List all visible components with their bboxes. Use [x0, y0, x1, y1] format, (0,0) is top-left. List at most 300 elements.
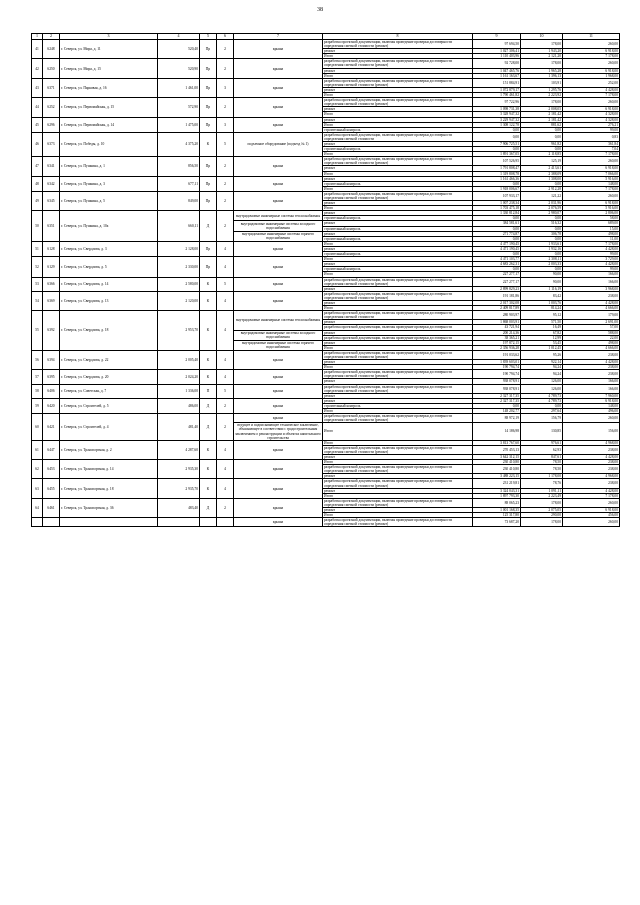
work-stage: ремонт: [323, 320, 473, 325]
unit-cost-value: 1 965,28: [521, 68, 563, 73]
limit-cost-value: 4 428,00: [563, 488, 620, 493]
work-stage: Итого: [323, 241, 473, 246]
wall-material: Пр: [200, 117, 217, 132]
floor-count: 2: [217, 176, 234, 191]
cost-value: 38 365,21: [473, 335, 521, 340]
house-area: 1 475,00: [158, 117, 200, 132]
limit-cost-value: 7 178,00: [563, 493, 620, 498]
cost-value: 227 277,17: [473, 272, 521, 277]
limit-cost-value: 4 328,00: [563, 112, 620, 117]
work-type: крыша: [234, 398, 323, 413]
limit-cost-value: 99,00: [563, 127, 620, 132]
header-cell: 9: [473, 34, 521, 40]
floor-count: 2: [217, 414, 234, 441]
table-row: [32, 350, 620, 359]
cost-value: 1 703 475,18: [473, 206, 521, 211]
unit-cost-value: 94,24: [521, 365, 563, 370]
house-id: 6447: [43, 440, 60, 459]
house-address: г. Северск, ул. Парковая, д. 16: [60, 78, 158, 97]
limit-cost-value: 4 428,00: [563, 300, 620, 305]
cost-value: 14 186,98: [473, 423, 521, 440]
table-row: [32, 384, 620, 393]
house-address: г. Северск, ул. Строителей, д. 5: [60, 398, 158, 413]
unit-cost-value: 121,22: [521, 191, 563, 200]
work-stage: разработка проектной документации, включая проведение проверки достоверности определения сметной стоимости (ремонт): [323, 479, 473, 488]
work-stage: ремонт: [323, 246, 473, 251]
unit-cost-value: 961,82: [521, 141, 563, 146]
row-number: 57: [32, 370, 43, 384]
work-stage: разработка проектной документации, включая проведение проверки достоверности определения сметной стоимости (ремонт): [323, 445, 473, 454]
floor-count: 4: [217, 440, 234, 459]
unit-cost-value: 4 789,73: [521, 398, 563, 403]
unit-cost-value: 2 121,20: [521, 54, 563, 59]
work-stage: разработка проектной документации, включая проведение проверки достоверности определения сметной стоимости (ремонт): [323, 78, 473, 87]
limit-cost-value: 156,00: [563, 423, 620, 440]
table-row: [32, 191, 620, 200]
house-id: 6252: [43, 98, 60, 117]
cost-value: 3 813 767,60: [473, 440, 521, 445]
wall-material: Пр: [200, 157, 217, 176]
cost-value: 2 327 317,35: [473, 398, 521, 403]
work-stage: ремонт: [323, 398, 473, 403]
floor-count: 4: [217, 241, 234, 256]
house-area: 481,40: [158, 414, 200, 441]
house-address: г. Северск, ул. Свердлова, д. 3: [60, 241, 158, 256]
table-row: [32, 414, 620, 423]
work-type: крыша: [234, 479, 323, 498]
house-area: 2 005,40: [158, 350, 200, 369]
row-number: 58: [32, 384, 43, 398]
row-number: 45: [32, 117, 43, 132]
floor-count: 4: [217, 479, 234, 498]
header-cell: 1: [32, 34, 43, 40]
house-area: 4 287,60: [158, 440, 200, 459]
work-type: внутридомовые инженерные системы горячего водоснабжения: [234, 231, 323, 241]
work-stage: разработка проектной документации, включая проведение проверки достоверности: [323, 335, 473, 340]
limit-cost-value: 496,00: [563, 409, 620, 414]
cost-value: 43 721,94: [473, 325, 521, 330]
header-cell: 4: [158, 34, 200, 40]
header-cell: 6: [217, 34, 234, 40]
work-stage: строительный контроль: [323, 252, 473, 257]
cost-value: 0,00: [473, 216, 521, 221]
cost-value: 7 906 725,51: [473, 141, 521, 146]
table-row: [32, 498, 620, 507]
limit-cost-value: 4 968,00: [563, 474, 620, 479]
floor-count: 2: [217, 398, 234, 413]
cost-value: 0,00: [473, 127, 521, 132]
cost-value: 200 214,36: [473, 330, 521, 335]
house-area: 2 935,70: [158, 479, 200, 498]
work-type: подъемное оборудование (подъезд № 1): [234, 132, 323, 156]
cost-value: 1 110 403,96: [473, 54, 521, 59]
house-area: 4 375,20: [158, 132, 200, 156]
house-area: 2 935,30: [158, 460, 200, 479]
unit-cost-value: 0,00: [521, 127, 563, 132]
unit-cost-value: 0,00: [521, 226, 563, 231]
limit-cost-value: 166,00: [563, 379, 620, 384]
work-stage: ремонт: [323, 488, 473, 493]
limit-cost-value: 4 328,00: [563, 117, 620, 122]
work-type: крыша: [234, 59, 323, 78]
work-type: крыша: [234, 117, 323, 132]
house-address: [60, 518, 158, 527]
work-stage: ремонт: [323, 231, 473, 236]
cost-value: 938 078,91: [473, 379, 521, 384]
unit-cost-value: 2 223,49: [521, 493, 563, 498]
house-address: г. Северск, ул. Транспортная, д. 18: [60, 479, 158, 498]
unit-cost-value: 571,50: [521, 320, 563, 325]
limit-cost-value: 456,00: [563, 513, 620, 518]
cost-value: 227 277,17: [473, 277, 521, 286]
work-stage: строительный контроль: [323, 216, 473, 221]
work-stage: ремонт: [323, 166, 473, 171]
cost-value: 3 328 947,32: [473, 112, 521, 117]
work-type: крыша: [234, 78, 323, 97]
house-address: г. Северск, ул. Свердлова, д. 18: [60, 311, 158, 351]
unit-cost-value: 1 116,19: [521, 286, 563, 291]
limit-cost-value: 4 428,00: [563, 262, 620, 267]
unit-cost-value: 922,14: [521, 360, 563, 365]
cost-value: 0,00: [473, 267, 521, 272]
cost-value: 1 891 367,05: [473, 152, 521, 157]
unit-cost-value: 78,50: [521, 460, 563, 465]
limit-cost-value: 498,00: [563, 231, 620, 236]
work-stage: строительный контроль: [323, 236, 473, 241]
house-address: г. Северск, ул. Транспортная, д. 14: [60, 460, 158, 479]
cost-value: 4 471 190,45: [473, 246, 521, 251]
work-stage: строительный контроль: [323, 403, 473, 408]
work-stage: разработка проектной документации, включая проведение проверки достоверности определения сметной стоимости (ремонт): [323, 518, 473, 527]
cost-value: 3 642 312,15: [473, 454, 521, 459]
limit-cost-value: 7 178,00: [563, 241, 620, 246]
limit-cost-value: 5 916,00: [563, 176, 620, 181]
unit-cost-value: 1 943,20: [521, 49, 563, 54]
work-stage: разработка проектной документации, включая проведение проверки достоверности определения сметной стоимости: [323, 132, 473, 141]
row-number: 47: [32, 157, 43, 176]
row-number: 44: [32, 98, 43, 117]
table-row: [32, 277, 620, 286]
unit-cost-value: 2 388,09: [521, 171, 563, 176]
floor-count: 4: [217, 311, 234, 351]
house-id: 6420: [43, 398, 60, 413]
house-area: 486,00: [158, 398, 200, 413]
work-stage: разработка проектной документации, включая проведение проверки достоверности: [323, 325, 473, 330]
wall-material: Д: [200, 211, 217, 242]
unit-cost-value: 976,61: [521, 440, 563, 445]
house-area: 520,40: [158, 40, 200, 59]
wall-material: К: [200, 132, 217, 156]
wall-material: К: [200, 370, 217, 384]
work-stage: Итого: [323, 423, 473, 440]
unit-cost-value: 12,99: [521, 335, 563, 340]
work-stage: строительный контроль: [323, 181, 473, 186]
work-stage: Итого: [323, 171, 473, 176]
work-stage: разработка проектной документации, включая проведение проверки достоверности определения сметной стоимости (ремонт): [323, 291, 473, 300]
row-number: 41: [32, 40, 43, 59]
limit-cost-value: 260,00: [563, 414, 620, 423]
unit-cost-value: 83,42: [521, 291, 563, 300]
house-address: г. Северск, ул. Победы, д. 10: [60, 132, 158, 156]
house-address: г. Северск, ул. Транспортная, д. 2: [60, 440, 158, 459]
limit-cost-value: 3 729,00: [563, 257, 620, 262]
limit-cost-value: 260,00: [563, 59, 620, 68]
limit-cost-value: 6 918,00: [563, 107, 620, 112]
unit-cost-value: 16,49: [521, 325, 563, 330]
unit-cost-value: 178,00: [521, 40, 563, 49]
house-id: 6248: [43, 40, 60, 59]
wall-material: П: [200, 384, 217, 398]
limit-cost-value: 99,00: [563, 267, 620, 272]
table-row: [32, 311, 620, 320]
limit-cost-value: 7 066,00: [563, 171, 620, 176]
unit-cost-value: 130,85: [521, 423, 563, 440]
work-stage: Итого: [323, 257, 473, 262]
work-type: внутридомовые инженерные системы теплоснабжения: [234, 211, 323, 221]
unit-cost-value: 0,00: [521, 403, 563, 408]
unit-cost-value: 0,00: [521, 216, 563, 221]
unit-cost-value: 2 308,11: [521, 257, 563, 262]
work-type: крыша: [234, 350, 323, 369]
cost-value: 230 410,80: [473, 465, 521, 474]
limit-cost-value: 7 960,00: [563, 393, 620, 398]
work-stage: Итого: [323, 345, 473, 350]
work-type: крыша: [234, 498, 323, 517]
unit-cost-value: 0,00: [521, 236, 563, 241]
cost-value: 107 933,17: [473, 191, 521, 200]
work-stage: Итого: [323, 122, 473, 127]
work-stage: разработка проектной документации, включая проведение проверки достоверности определения сметной стоимости (ремонт): [323, 350, 473, 359]
limit-cost-value: 276,21: [563, 122, 620, 127]
limit-cost-value: 498,00: [563, 340, 620, 345]
floor-count: 3: [217, 117, 234, 132]
work-type: крыша: [234, 176, 323, 191]
row-number: 60: [32, 414, 43, 441]
work-stage: разработка проектной документации, включая проведение проверки достоверности определения сметной стоимости (ремонт): [323, 98, 473, 107]
wall-material: Пр: [200, 191, 217, 210]
unit-cost-value: 156,79: [521, 414, 563, 423]
cost-value: 270 453,13: [473, 445, 521, 454]
house-address: г. Северск, ул. Пушкина, д. 1: [60, 157, 158, 176]
header-cell: 7: [234, 34, 323, 40]
row-number: 51: [32, 241, 43, 256]
cost-value: 190 794,74: [473, 365, 521, 370]
work-stage: Итого: [323, 152, 473, 157]
work-stage: ремонт: [323, 474, 473, 479]
house-area: 849,00: [158, 191, 200, 210]
unit-cost-value: 1 178,00: [521, 474, 563, 479]
header-cell: 5: [200, 34, 217, 40]
unit-cost-value: 178,00: [521, 59, 563, 68]
unit-cost-value: 0,00: [521, 147, 563, 152]
cost-value: 1 791 808,47: [473, 166, 521, 171]
house-address: г. Северск, ул. Первомайская, д. 15: [60, 98, 158, 117]
row-number: 62: [32, 460, 43, 479]
limit-cost-value: 6 918,00: [563, 508, 620, 513]
work-stage: Итого: [323, 306, 473, 311]
house-area: 520,90: [158, 59, 200, 78]
work-type: крыша: [234, 241, 323, 256]
cost-value: 231 219,81: [473, 479, 521, 488]
unit-cost-value: 95,12: [521, 311, 563, 320]
cost-value: 230 410,80: [473, 460, 521, 465]
unit-cost-value: 2 223,92: [521, 93, 563, 98]
unit-cost-value: 2 075,05: [521, 508, 563, 513]
cost-value: 148 202,77: [473, 409, 521, 414]
cost-value: 2 899 829,23: [473, 286, 521, 291]
cost-value: 2 327 317,35: [473, 393, 521, 398]
unit-cost-value: 125,19: [521, 157, 563, 166]
row-number: 49: [32, 191, 43, 210]
house-address: г. Северск, ул. Первомайская, д. 14: [60, 117, 158, 132]
wall-material: Пр: [200, 78, 217, 97]
table-row: [32, 78, 620, 87]
house-id: 6406: [43, 384, 60, 398]
cost-value: 88 972,19: [473, 414, 521, 423]
work-stage: ремонт: [323, 201, 473, 206]
cost-value: 280 903,97: [473, 311, 521, 320]
unit-cost-value: 290,00: [521, 513, 563, 518]
cost-value: 191 033,62: [473, 350, 521, 359]
limit-cost-value: 238,00: [563, 365, 620, 370]
house-area: 660,11: [158, 211, 200, 242]
limit-cost-value: 4 428,00: [563, 87, 620, 92]
house-address: г. Северск, ул. Свердлова, д. 14: [60, 277, 158, 291]
work-type: крыша: [234, 291, 323, 310]
work-stage: строительный контроль: [323, 267, 473, 272]
work-stage: разработка проектной документации, включая проведение проверки достоверности определения сметной стоимости (ремонт): [323, 277, 473, 286]
repair-register-table: [31, 33, 620, 527]
header-cell: 3: [60, 34, 158, 40]
floor-count: 3: [217, 78, 234, 97]
limit-cost-value: 260,00: [563, 98, 620, 107]
house-id: 6394: [43, 350, 60, 369]
cost-value: 1 319 808,78: [473, 171, 521, 176]
limit-cost-value: 0,83: [563, 132, 620, 141]
floor-count: [217, 518, 234, 527]
cost-value: 0,00: [473, 252, 521, 257]
house-address: г. Северск, ул. Строителей, д. 4: [60, 414, 158, 441]
cost-value: 1 098 731,38: [473, 107, 521, 112]
limit-cost-value: 7 178,00: [563, 186, 620, 191]
unit-cost-value: 2 912,28: [521, 186, 563, 191]
house-address: г. Северск, ул. Свердлова, д. 13: [60, 291, 158, 310]
cost-value: 4 477 190,45: [473, 241, 521, 246]
house-address: г. Северск, ул. Пушкина, д. 5: [60, 191, 158, 210]
limit-cost-value: 7 178,00: [563, 93, 620, 98]
cost-value: 1 007 238,34: [473, 201, 521, 206]
house-id: 6371: [43, 78, 60, 97]
house-address: г. Северск, ул. Свердлова, д. 5: [60, 257, 158, 277]
limit-cost-value: 11,00: [563, 236, 620, 241]
cost-value: 3 488 223,15: [473, 474, 521, 479]
cost-value: 1 839 603,01: [473, 360, 521, 365]
work-stage: ремонт: [323, 330, 473, 335]
cost-value: 73 687,20: [473, 518, 521, 527]
house-address: г. Северск, ул. Транспортная, д. 36: [60, 498, 158, 517]
page-number: 38: [317, 7, 323, 13]
limit-cost-value: 166,00: [563, 277, 620, 286]
unit-cost-value: 881,62: [521, 122, 563, 127]
wall-material: Пр: [200, 257, 217, 277]
work-stage: ремонт: [323, 211, 473, 216]
limit-cost-value: 588,00: [563, 330, 620, 335]
limit-cost-value: 4 428,00: [563, 454, 620, 459]
house-id: [43, 518, 60, 527]
work-stage: Итого: [323, 493, 473, 498]
limit-cost-value: 238,00: [563, 445, 620, 454]
house-id: 6455: [43, 479, 60, 498]
floor-count: 2: [217, 40, 234, 59]
house-area: 856,50: [158, 157, 200, 176]
unit-cost-value: 1 003,76: [521, 300, 563, 305]
cost-value: 92 728,00: [473, 59, 521, 68]
house-id: 6461: [43, 498, 60, 517]
unit-cost-value: 2 980,07: [521, 211, 563, 216]
house-area: [158, 518, 200, 527]
cost-value: 1 161 466,36: [473, 176, 521, 181]
unit-cost-value: 126,00: [521, 379, 563, 384]
unit-cost-value: 0,00: [521, 132, 563, 141]
work-stage: Итого: [323, 365, 473, 370]
row-number: 46: [32, 132, 43, 156]
house-address: г. Северск, ул. Советская, д. 7: [60, 384, 158, 398]
cost-value: 1 001 168,35: [473, 508, 521, 513]
limit-cost-value: 4 666,00: [563, 345, 620, 350]
work-type: крыша: [234, 277, 323, 291]
house-area: 2 120,00: [158, 291, 200, 310]
cost-value: 4 683 262,31: [473, 262, 521, 267]
cost-value: 1 047 465,76: [473, 68, 521, 73]
wall-material: Д: [200, 498, 217, 517]
house-area: 677,11: [158, 176, 200, 191]
house-id: 6421: [43, 414, 60, 441]
work-stage: разработка проектной документации, включая проведение проверки достоверности определения сметной стоимости (ремонт): [323, 191, 473, 200]
limit-cost-value: 7,04: [563, 147, 620, 152]
row-number: 64: [32, 498, 43, 517]
unit-cost-value: 178,00: [521, 498, 563, 507]
wall-material: Пр: [200, 40, 217, 59]
unit-cost-value: 2 181,42: [521, 117, 563, 122]
unit-cost-value: 90,00: [521, 272, 563, 277]
work-type: крыша: [234, 384, 323, 398]
limit-cost-value: 99,00: [563, 252, 620, 257]
limit-cost-value: 238,00: [563, 479, 620, 488]
unit-cost-value: 306,78: [521, 231, 563, 236]
house-area: 572,90: [158, 98, 200, 117]
work-type: крыша: [234, 257, 323, 277]
work-stage: Итого: [323, 513, 473, 518]
cost-value: 1 330 812,84: [473, 211, 521, 216]
work-type: внутридомовые инженерные системы холодного водоснабжения: [234, 221, 323, 231]
cost-value: 2 409 817,89: [473, 306, 521, 311]
unit-cost-value: 1 396,13: [521, 73, 563, 78]
work-type: ведущее и подписывающее техническое заключение, объясняющее в соответствии с градостроительным заключением о реконструкции и объектах капитального строительства: [235, 423, 321, 440]
limit-cost-value: 4 428,00: [563, 246, 620, 251]
work-stage: ремонт: [323, 393, 473, 398]
limit-cost-value: 3 968,00: [563, 286, 620, 291]
cost-value: 1 161 163,67: [473, 73, 521, 78]
limit-cost-value: 252,00: [563, 78, 620, 87]
house-id: 6129: [43, 257, 60, 277]
work-stage: разработка проектной документации, включая проведение проверки достоверности определения сметной стоимости (ремонт): [323, 59, 473, 68]
work-type: внутридомовые инженерные системы горячего водоснабжения: [234, 340, 323, 350]
work-stage: разработка проектной документации, включая проведение проверки достоверности определения сметной стоимости (ремонт): [323, 384, 473, 393]
unit-cost-value: 1 091,11: [521, 488, 563, 493]
cost-value: 1 308 122,78: [473, 122, 521, 127]
limit-cost-value: 1 968,00: [563, 73, 620, 78]
cost-value: 107 526,95: [473, 157, 521, 166]
